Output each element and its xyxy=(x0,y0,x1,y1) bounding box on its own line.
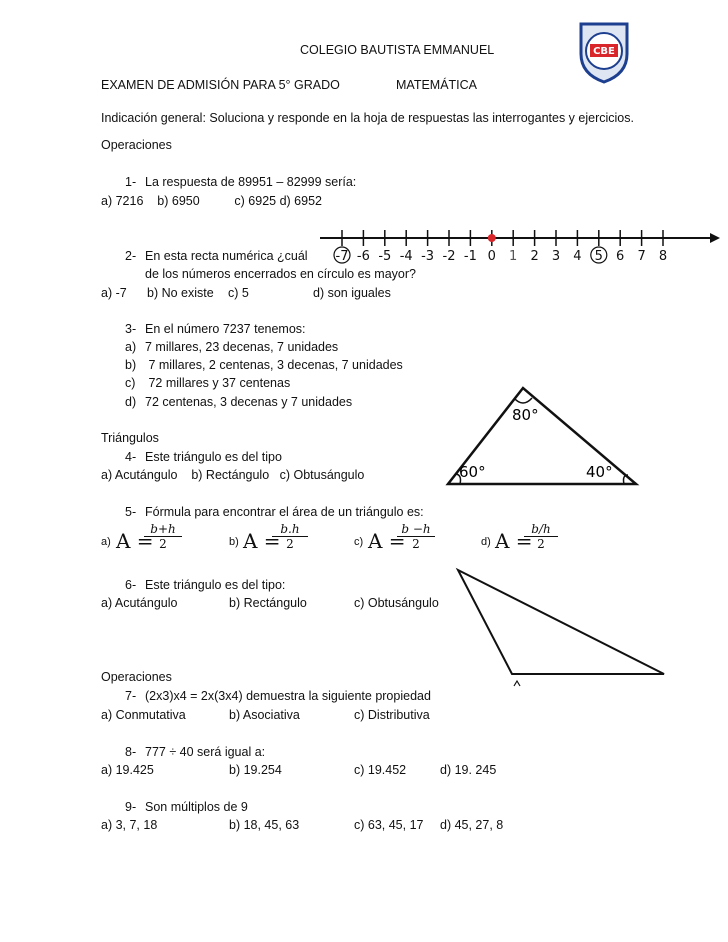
angle-label-top: 80° xyxy=(512,406,539,424)
q5-option-b-fraction xyxy=(272,522,308,551)
number-line-label: -2 xyxy=(442,249,456,264)
q3-option-b-text: 7 millares, 2 centenas, 3 decenas, 7 unidades xyxy=(145,358,403,372)
number-line-label: -7 xyxy=(335,249,349,264)
number-line-label: 6 xyxy=(616,249,625,264)
number-line-arrow xyxy=(710,233,720,243)
angle-label-right: 40° xyxy=(586,463,613,481)
q3-option-c-text: 72 millares y 37 centenas xyxy=(145,376,291,390)
number-line-label: 0 xyxy=(487,249,496,264)
number-line-label: -5 xyxy=(378,249,392,264)
q9-option-b: b) 18, 45, 63 xyxy=(229,818,300,832)
number-line-label: 5 xyxy=(594,249,603,264)
number-line-label: -1 xyxy=(463,249,477,264)
q5-option-b-formula: A = xyxy=(243,529,281,553)
q2-text-line2: de los números encerrados en círculo es mayor? xyxy=(145,267,416,281)
number-line-label: -4 xyxy=(399,249,413,264)
q5-option-c-formula: A = xyxy=(368,529,406,553)
number-line-label: 1 xyxy=(509,249,518,264)
q9-number: 9- xyxy=(125,800,137,814)
q8-number: 8- xyxy=(125,745,137,759)
q5-option-d-fraction xyxy=(524,522,558,551)
q5-option-d-formula: A = xyxy=(495,529,533,553)
q3-option-a-text: 7 millares, 23 decenas, 7 unidades xyxy=(145,340,339,354)
number-line-label: 7 xyxy=(637,249,646,264)
exam-title: EXAMEN DE ADMISIÓN PARA 5° GRADO xyxy=(101,78,340,92)
q3-option-d-text: 72 centenas, 3 decenas y 7 unidades xyxy=(145,395,353,409)
q3-option-c-letter: c) xyxy=(125,376,136,390)
number-line-label: 8 xyxy=(658,249,668,264)
q5-text: Fórmula para encontrar el área de un triángulo es: xyxy=(145,505,424,519)
section-operaciones-2: Operaciones xyxy=(101,670,172,684)
q2-option-d: d) son iguales xyxy=(313,286,391,300)
q4-options: a) Acutángulo b) Rectángulo c) Obtusángulo xyxy=(101,468,365,482)
q8-option-b: b) 19.254 xyxy=(229,763,282,777)
number-line-label: 3 xyxy=(551,249,561,264)
q5-option-d-numerator: b/h xyxy=(524,522,558,537)
school-name: COLEGIO BAUTISTA EMMANUEL xyxy=(300,43,495,57)
q2-option-a: a) -7 xyxy=(101,286,127,300)
q7-option-c: c) Distributiva xyxy=(354,708,430,722)
q2-text-line1: En esta recta numérica ¿cuál xyxy=(145,249,308,263)
school-logo xyxy=(575,20,633,84)
triangle-acute-diagram xyxy=(440,380,650,490)
q6-option-a: a) Acutángulo xyxy=(101,596,178,610)
q5-option-a-formula: A = xyxy=(116,529,154,553)
q5-option-b-letter: b) xyxy=(229,536,239,548)
q2-option-b: b) No existe xyxy=(147,286,214,300)
q3-option-b-letter: b) xyxy=(125,358,137,372)
q8-text: 777 ÷ 40 será igual a: xyxy=(145,745,266,759)
q3-option-d-letter: d) xyxy=(125,395,137,409)
q4-text: Este triángulo es del tipo xyxy=(145,450,282,464)
q8-option-a: a) 19.425 xyxy=(101,763,154,777)
angle-mark-bottom xyxy=(514,681,520,686)
number-line-label: -3 xyxy=(421,249,435,264)
q9-text: Son múltiplos de 9 xyxy=(145,800,248,814)
number-line-label: 2 xyxy=(530,249,539,264)
q5-number: 5- xyxy=(125,505,137,519)
q6-option-c: c) Obtusángulo xyxy=(354,596,439,610)
q5-option-c-fraction xyxy=(397,522,435,551)
angle-label-left: 60° xyxy=(459,463,486,481)
q5-option-a-denominator: 2 xyxy=(159,537,167,551)
q5-option-a-fraction xyxy=(144,522,182,551)
q5-option-c-letter: c) xyxy=(354,536,364,548)
number-line-label: -6 xyxy=(356,249,370,264)
number-line-zero-marker xyxy=(488,234,496,242)
q5-option-a-letter: a) xyxy=(101,536,111,548)
subject-title: MATEMÁTICA xyxy=(396,78,478,92)
q9-option-a: a) 3, 7, 18 xyxy=(101,818,158,832)
q5-option-c-numerator: b −h xyxy=(397,522,435,537)
q8-option-c: c) 19.452 xyxy=(354,763,407,777)
logo-text: CBE xyxy=(593,46,615,57)
angle-arc-top xyxy=(514,398,532,403)
q6-option-b: b) Rectángulo xyxy=(229,596,307,610)
q5-option-d-denominator: 2 xyxy=(537,537,545,551)
q5-option-b-numerator: b.h xyxy=(272,522,308,537)
q6-text: Este triángulo es del tipo: xyxy=(145,578,286,592)
q4-number: 4- xyxy=(125,450,137,464)
q6-number: 6- xyxy=(125,578,137,592)
triangle-obtuse-shape xyxy=(458,570,664,674)
q7-number: 7- xyxy=(125,689,137,703)
q2-option-c: c) 5 xyxy=(228,286,249,300)
q1-text: La respuesta de 89951 – 82999 sería: xyxy=(145,175,357,189)
q1-options: a) 7216 b) 6950 c) 6925 d) 6952 xyxy=(101,194,322,208)
number-line xyxy=(318,222,720,266)
q9-option-d: d) 45, 27, 8 xyxy=(440,818,504,832)
q5-option-d-letter: d) xyxy=(481,536,491,548)
q9-option-c: c) 63, 45, 17 xyxy=(354,818,424,832)
general-instructions: Indicación general: Soluciona y responde en la hoja de respuestas las interrogantes y ejercicios. xyxy=(101,111,634,125)
number-line-label: 4 xyxy=(573,249,582,264)
q1-number: 1- xyxy=(125,175,137,189)
q3-text: En el número 7237 tenemos: xyxy=(145,322,306,336)
q7-text: (2x3)x4 = 2x(3x4) demuestra la siguiente propiedad xyxy=(145,689,431,703)
q8-option-d: d) 19. 245 xyxy=(440,763,497,777)
q7-option-b: b) Asociativa xyxy=(229,708,300,722)
q7-option-a: a) Conmutativa xyxy=(101,708,186,722)
q3-number: 3- xyxy=(125,322,137,336)
q5-option-a-numerator: b+h xyxy=(144,522,182,537)
q5-option-b-denominator: 2 xyxy=(286,537,294,551)
triangle-obtuse-diagram xyxy=(450,562,670,692)
section-operaciones: Operaciones xyxy=(101,138,172,152)
q3-option-a-letter: a) xyxy=(125,340,137,354)
section-triangulos: Triángulos xyxy=(101,431,159,445)
q5-option-c-denominator: 2 xyxy=(412,537,420,551)
q2-number: 2- xyxy=(125,249,137,263)
